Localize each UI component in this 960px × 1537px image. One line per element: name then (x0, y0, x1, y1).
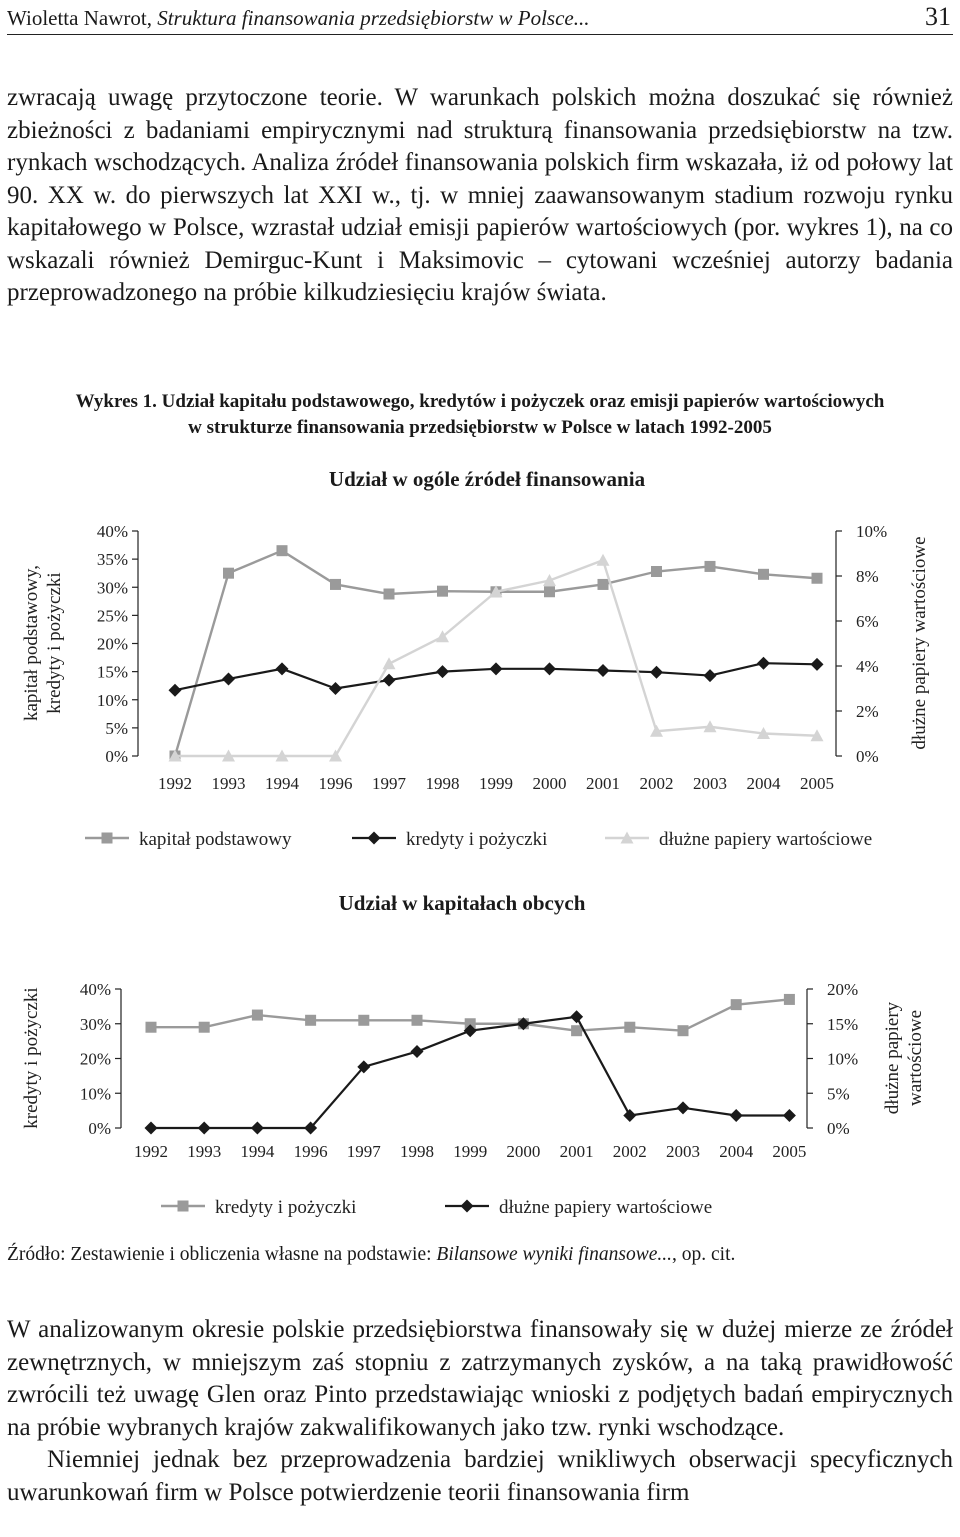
data-point-series-1 (812, 573, 823, 584)
x-tick-label: 2002 (612, 1142, 647, 1161)
data-point-series-2 (650, 666, 663, 679)
data-point-series-1 (651, 566, 662, 577)
data-point-series-2 (169, 684, 182, 697)
data-point-series-2 (436, 665, 449, 678)
data-point-series-2 (411, 1045, 424, 1058)
y-tick-label-left: 15% (96, 662, 128, 682)
legend-label: kapitał podstawowy (139, 829, 292, 850)
data-point-series-2 (677, 1101, 690, 1114)
data-point-series-1 (412, 1015, 423, 1026)
x-tick-label: 2004 (746, 774, 781, 793)
x-tick-label: 2001 (559, 1142, 594, 1161)
y-axis-title-right-line: dłużne papiery (882, 1001, 903, 1115)
data-point-series-1 (252, 1010, 263, 1021)
figure-caption-line-1: Udział kapitału podstawowego, kredytów i pożyczek oraz emisji papierów wartościowych (161, 391, 885, 412)
data-point-series-2 (783, 1109, 796, 1122)
figure-label: Wykres 1. (75, 391, 157, 412)
data-point-series-2 (597, 664, 610, 677)
data-point-series-2 (490, 662, 503, 675)
y-axis-title-left-line: kredyty i pożyczki (44, 572, 65, 714)
y-tick-label-left: 40% (96, 522, 128, 541)
data-point-series-2 (704, 669, 717, 682)
data-point-series-2 (383, 674, 396, 687)
y-tick-label-right: 0% (827, 1119, 850, 1138)
legend-label: dłużne papiery wartościowe (659, 829, 873, 850)
x-tick-label: 1998 (425, 774, 460, 793)
x-tick-label: 1999 (453, 1142, 488, 1161)
y-tick-label-left: 20% (96, 634, 128, 654)
data-point-series-2 (543, 662, 556, 675)
x-tick-label: 2003 (693, 774, 727, 793)
x-tick-label: 1998 (400, 1142, 434, 1161)
x-tick-label: 2003 (666, 1142, 700, 1161)
y-tick-label-left: 20% (79, 1049, 111, 1069)
chart-title: Udział w ogóle źródeł finansowania (328, 467, 646, 491)
x-tick-label: 1999 (479, 774, 513, 793)
data-point-series-2 (329, 682, 342, 695)
data-point-series-2 (276, 662, 289, 675)
data-point-series-1 (223, 568, 234, 579)
x-tick-label: 1996 (318, 774, 353, 793)
legend-label: kredyty i pożyczki (215, 1197, 357, 1218)
y-tick-label-left: 30% (96, 578, 128, 598)
data-point-series-2 (222, 672, 235, 685)
x-tick-label: 1992 (158, 774, 192, 793)
data-point-series-2 (623, 1109, 636, 1122)
data-point-series-1 (384, 589, 395, 600)
data-point-series-2 (145, 1122, 158, 1135)
y-axis-title-right-line: wartościowe (905, 1009, 926, 1107)
page-number: 31 (925, 2, 951, 31)
x-tick-label: 1997 (372, 774, 406, 793)
x-tick-label: 2005 (772, 1142, 807, 1161)
x-tick-label: 1993 (187, 1142, 222, 1161)
x-tick-label: 1996 (293, 1142, 328, 1161)
chart-title: Udział w kapitałach obcych (338, 891, 586, 915)
y-tick-label-left: 25% (96, 606, 128, 626)
data-point-series-2 (757, 657, 770, 670)
y-tick-label-right: 15% (827, 1014, 859, 1034)
y-axis-title-left (21, 987, 42, 1128)
data-point-series-1 (146, 1022, 157, 1033)
data-point-series-1 (758, 569, 769, 580)
y-tick-label-left: 0% (88, 1119, 111, 1138)
data-point-series-1 (598, 579, 609, 590)
y-tick-label-right: 2% (856, 702, 879, 721)
source-note: Źródło: Zestawienie i obliczenia własne na podstawie: Bilansowe wyniki finansowe..., op. cit. (7, 1244, 736, 1265)
data-point-series-2 (198, 1122, 211, 1135)
y-tick-label-right: 10% (827, 1049, 859, 1069)
y-tick-label-left: 0% (105, 747, 128, 766)
data-point-series-1 (705, 561, 716, 572)
x-tick-label: 2004 (719, 1142, 754, 1161)
x-tick-label: 2001 (586, 774, 620, 793)
x-tick-label: 1994 (265, 774, 299, 793)
paragraph-3: Niemniej jednak bez przeprowadzenia bardziej wnikliwych obserwacji specyficznych uwarunkowań firm w Polsce potwierdzenie teorii finansowania firm (7, 1446, 953, 1506)
data-point-series-1 (544, 586, 555, 597)
y-axis-title-left (21, 565, 65, 721)
legend-label: dłużne papiery wartościowe (499, 1197, 713, 1218)
legend-marker (368, 832, 381, 845)
x-tick-label: 2000 (506, 1142, 541, 1161)
y-tick-label-right: 5% (827, 1084, 850, 1104)
x-tick-label: 1992 (134, 1142, 168, 1161)
data-point-series-2 (811, 658, 824, 671)
data-point-series-1 (678, 1025, 689, 1036)
data-point-series-1 (624, 1022, 635, 1033)
legend-marker (178, 1201, 189, 1212)
series-line-1 (175, 551, 817, 756)
y-tick-label-right: 0% (856, 747, 879, 766)
paragraph-2: W analizowanym okresie polskie przedsiębiorstwa finansowały się w dużej mierze ze źródeł zewnętrznych, w mniejszym zaś stopniu z zatrzymanych zysków, a na taką prawidłowość zwrócili też uwagę Glen oraz Pinto przedstawiając wnioski z podjętych badań empirycznych na próbie wybranych krajów zakwalifikowanych jako tzw. rynki wschodzące. (7, 1316, 953, 1441)
y-tick-label-left: 40% (79, 980, 111, 999)
data-point-series-2 (730, 1109, 743, 1122)
data-point-series-1 (277, 545, 288, 556)
data-point-series-1 (437, 586, 448, 597)
x-tick-label: 1994 (240, 1142, 275, 1161)
data-point-series-1 (305, 1015, 316, 1026)
y-tick-label-right: 20% (827, 980, 859, 999)
y-axis-title-left-line: kredyty i pożyczki (21, 987, 42, 1129)
y-tick-label-left: 10% (79, 1084, 111, 1104)
x-tick-label: 1993 (211, 774, 246, 793)
data-point-series-2 (251, 1122, 264, 1135)
legend-label: kredyty i pożyczki (406, 829, 548, 850)
x-tick-label: 2005 (800, 774, 834, 793)
data-point-series-1 (199, 1022, 210, 1033)
x-tick-label: 2002 (639, 774, 674, 793)
header-author-title: Wioletta Nawrot, Struktura finansowania przedsiębiorstw w Polsce... (7, 6, 590, 30)
y-tick-label-right: 4% (856, 657, 879, 676)
chart-external-capital (0, 880, 960, 1225)
data-point-series-1 (571, 1025, 582, 1036)
y-tick-label-left: 5% (105, 718, 128, 738)
data-point-series-1 (731, 999, 742, 1010)
figure-caption-line-2: w strukturze finansowania przedsiębiorstw w Polsce w latach 1992-2005 (188, 417, 772, 438)
legend-marker (461, 1200, 474, 1213)
chart-total-financing (0, 455, 960, 860)
y-tick-label-right: 8% (856, 567, 879, 586)
y-tick-label-left: 10% (96, 690, 128, 710)
y-axis-title-right (882, 1001, 926, 1114)
y-tick-label-left: 30% (79, 1014, 111, 1034)
running-header (7, 2, 953, 35)
paragraph-1: zwracają uwagę przytoczone teorie. W warunkach polskich można doszukać się również zbieżności z badaniami empirycznymi nad strukturą finansowania przedsiębiorstw na tzw. rynkach wschodzących. Analiza źródeł finansowania polskich firm wskazała, iż od połowy lat 90. XX w. do pierwszych lat XXI w., tj. w mniej zaawansowanym stadium rozwoju rynku kapitałowego w Polsce, wzrastał udział emisji papierów wartościowych (por. wykres 1), na co wskazali również Demirguc-Kunt i Maksimovic – cytowani wcześniej autorzy badania przeprowadzonego na próbie kilkudziesięciu krajów świata. (7, 84, 953, 306)
y-axis-title-right-line: dłużne papiery wartościowe (909, 536, 930, 750)
data-point-series-1 (358, 1015, 369, 1026)
y-axis-title-left-line: kapitał podstawowy, (21, 564, 42, 722)
data-point-series-1 (784, 994, 795, 1005)
figure-caption (0, 389, 960, 441)
x-tick-label: 2000 (532, 774, 567, 793)
data-point-series-3 (597, 554, 610, 566)
y-axis-title-right (909, 536, 930, 749)
data-point-series-2 (570, 1010, 583, 1023)
data-point-series-3 (383, 657, 396, 669)
y-tick-label-left: 35% (96, 550, 128, 570)
x-tick-label: 1997 (346, 1142, 381, 1161)
data-point-series-1 (330, 579, 341, 590)
y-tick-label-right: 6% (856, 612, 879, 631)
y-tick-label-right: 10% (856, 522, 888, 541)
legend-marker (102, 833, 113, 844)
